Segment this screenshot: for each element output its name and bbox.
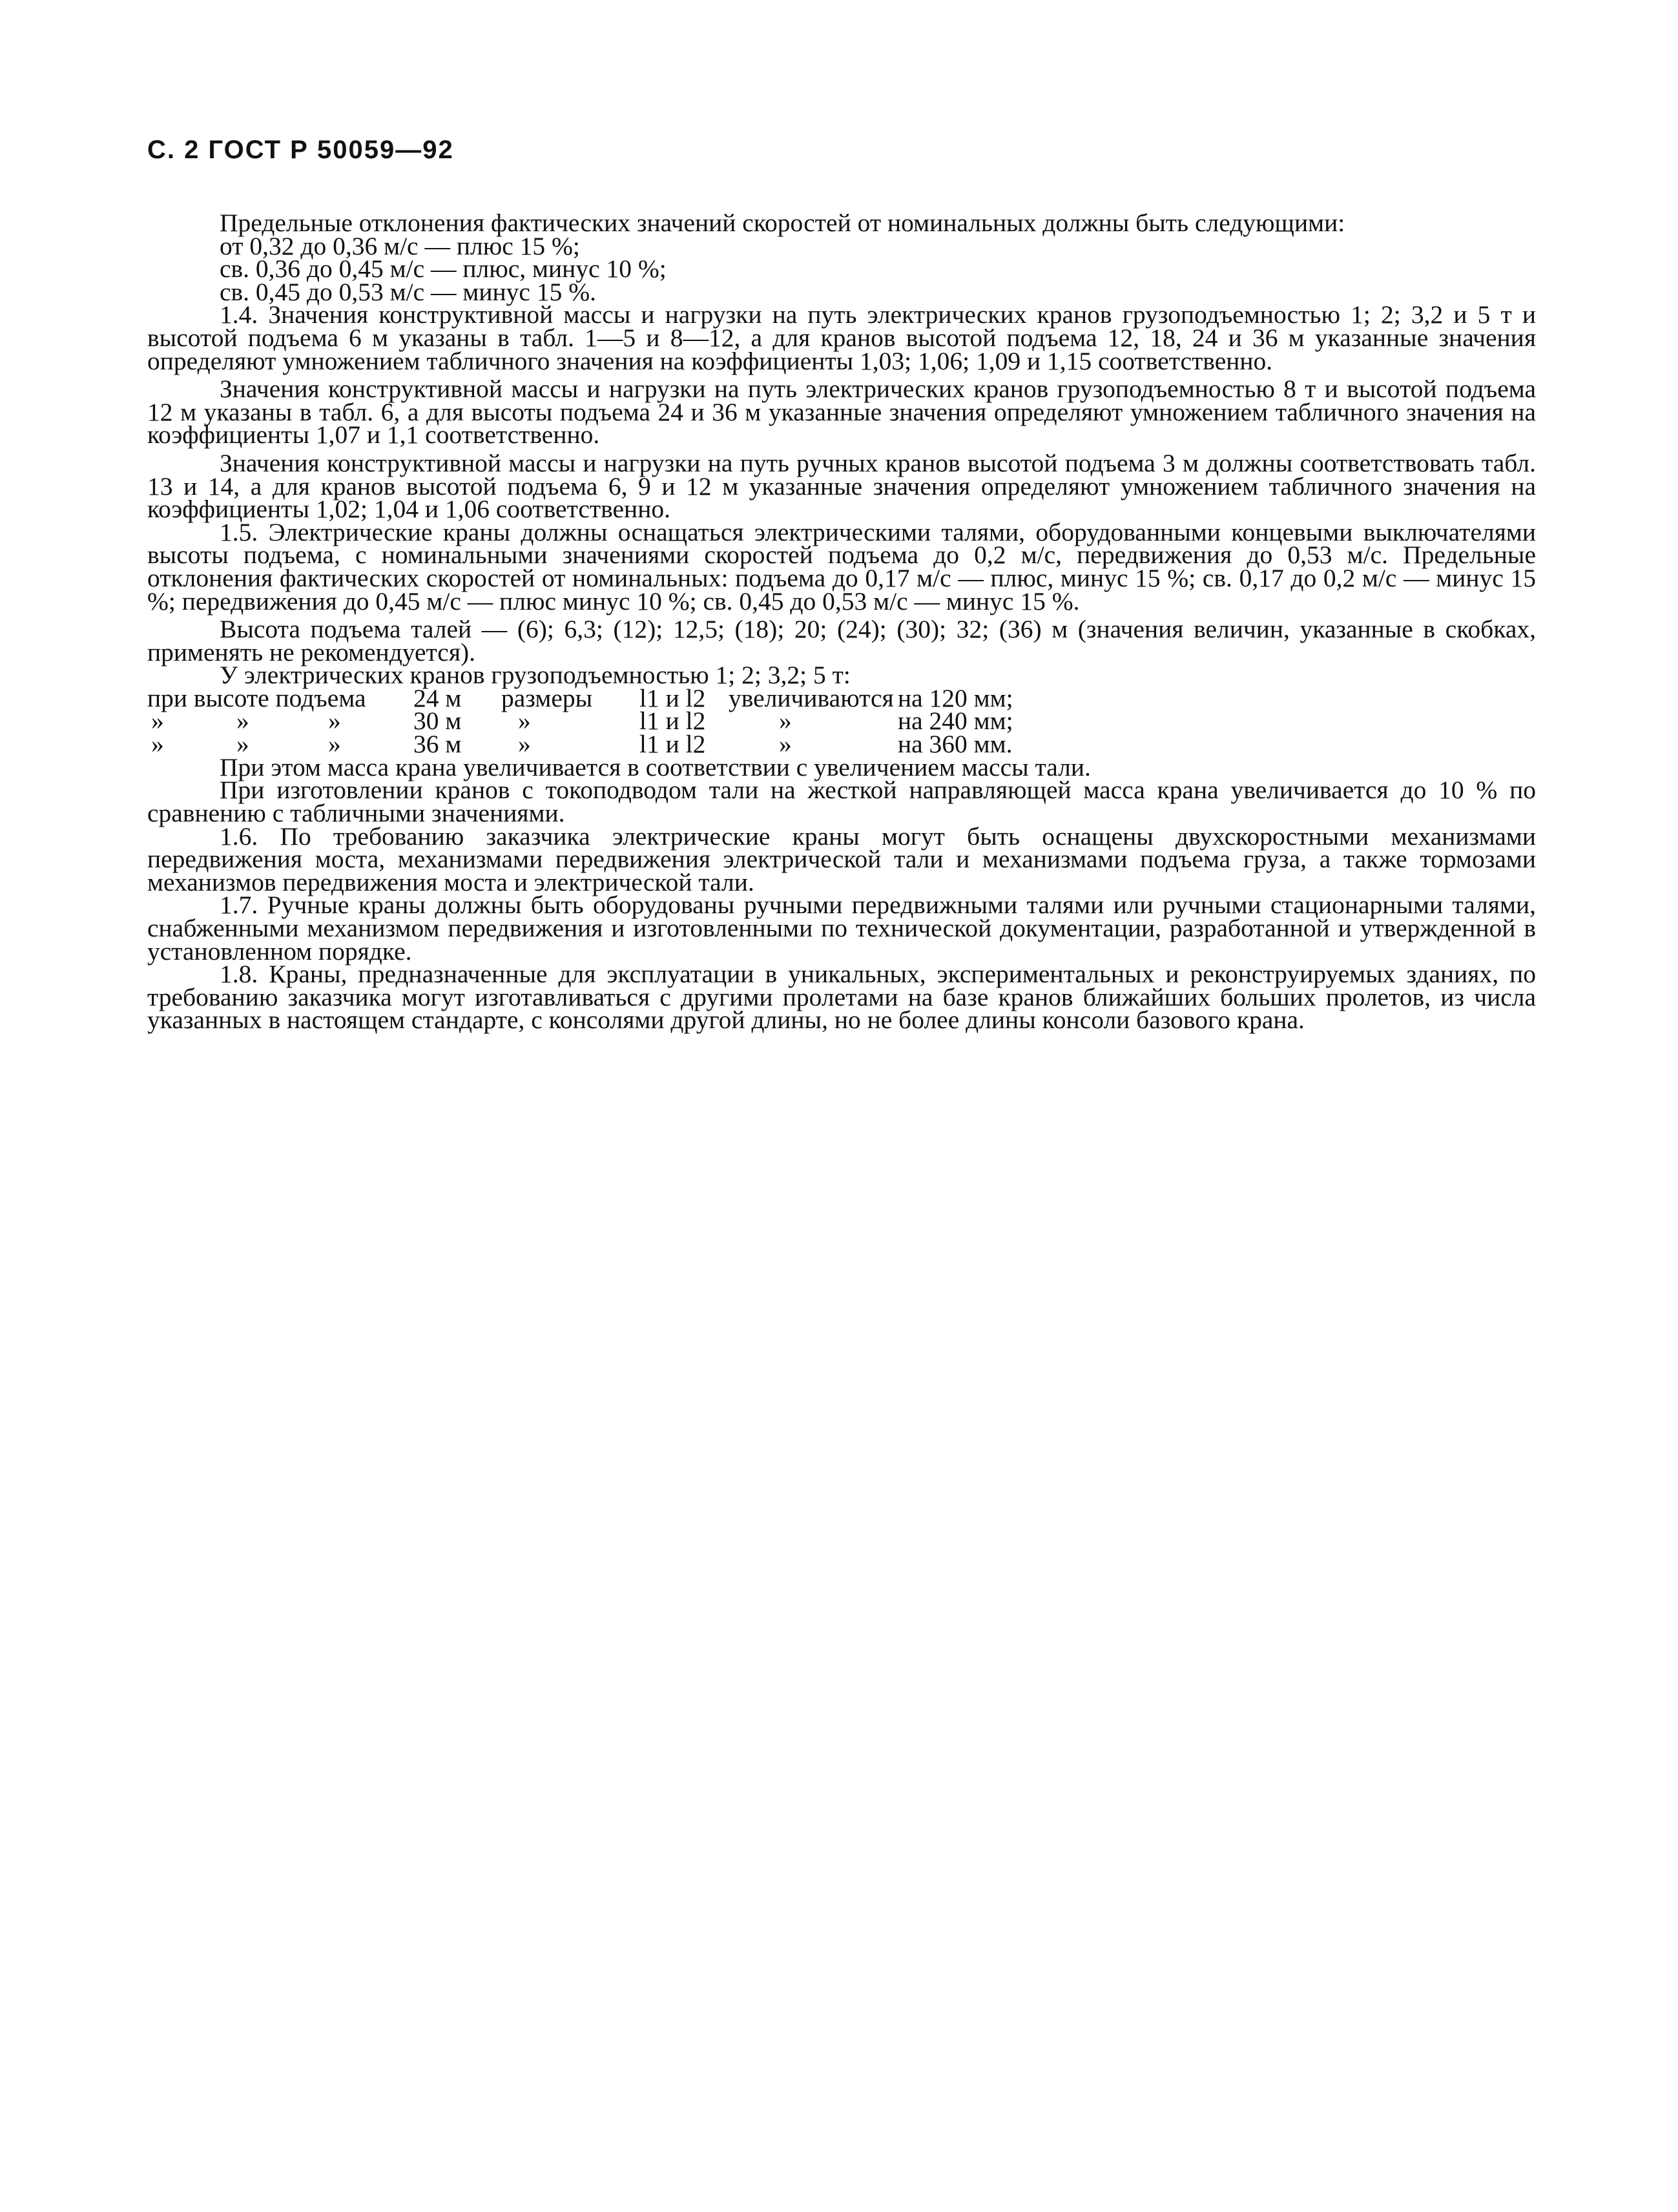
paragraph-crane-mass: При этом масса крана увеличивается в соответствии с увеличением массы тали. [220, 752, 1091, 781]
paragraph-hoist-height: Высота подъема талей — (6); 6,3; (12); 12,5; (18); 20; (24); (30); 32; (36) м (значения величин, указанные в скобках, применять не рекомендуется). [147, 615, 1536, 667]
list-item: при высоте подъема 24 м размеры l1 и l2 увеличиваются на 120 мм; [147, 683, 1013, 712]
paragraph-1-8: 1.8. Краны, предназначенные для эксплуатации в уникальных, экспериментальных и реконструируемых зданиях, по требованию заказчика могут изготавливаться с другими пролетами на базе кранов ближайших больших пролетов, из числа указанных в настоящем стандарте, с консолями другой длины, но не более длины консоли базового крана. [147, 960, 1536, 1035]
list-item: св. 0,45 до 0,53 м/с — минус 15 %. [220, 277, 596, 306]
list-item: от 0,32 до 0,36 м/с — плюс 15 %; [220, 231, 580, 260]
paragraph-1-4-8t: Значения конструктивной массы и нагрузки на путь электрических кранов грузоподъемностью 8 т и высотой подъема 12 м указаны в табл. 6, а для высоты подъема 24 и 36 м указанные значения определяют умножением табличного значения на коэффициенты 1,07 и 1,1 соответственно. [147, 375, 1536, 450]
paragraph-1-5: 1.5. Электрические краны должны оснащаться электрическими талями, оборудованными концевыми выключателями высоты подъема, с номинальными значениями скоростей подъема до 0,2 м/с, передвижения до 0,53 м/с. Предельные отклонения фактических скоростей от номинальных: подъема до 0,17 м/с — плюс, минус 15 %; св. 0,17 до 0,2 м/с — минус 15 %; передвижения до 0,45 м/с — плюс минус 10 %; св. 0,45 до 0,53 м/с — минус 15 %. [147, 517, 1536, 615]
list-item: св. 0,36 до 0,45 м/с — плюс, минус 10 %; [220, 254, 667, 284]
paragraph-1-7: 1.7. Ручные краны должны быть оборудованы ручными передвижными талями или ручными стационарными талями, снабженными механизмом передвижения и изготовленными по технической документации, разработанной и утвержденной в установленном порядке. [147, 891, 1536, 966]
paragraph-speed-deviations: Предельные отклонения фактических значений скоростей от номинальных должны быть следующими: [220, 209, 1345, 237]
list-item: » » » 36 м » l1 и l2 » на 360 мм. [151, 730, 1013, 759]
paragraph-1-4: 1.4. Значения конструктивной массы и нагрузки на путь электрических кранов грузоподъемностью 1; 2; 3,2 и 5 т и высотой подъема 6 м указаны в табл. 1—5 и 8—12, а для кранов высотой подъема 12, 18, 24 и 36 м указанные значения определяют умножением табличного значения на коэффициенты 1,03; 1,06; 1,09 и 1,15 соответственно. [147, 300, 1536, 375]
paragraph-current-lead: При изготовлении кранов с токоподводом тали на жесткой направляющей масса крана увеличивается до 10 % по сравнению с табличными значениями. [147, 776, 1536, 828]
paragraph-capacity: У электрических кранов грузоподъемностью 1; 2; 3,2; 5 т: [220, 661, 851, 690]
height-increase-list [147, 683, 1536, 759]
paragraph-1-6: 1.6. По требованию заказчика электрические краны могут быть оснащены двухскоростными механизмами передвижения моста, механизмами передвижения электрической тали и механизмами подъема груза, а также тормозами механизмов передвижения моста и электрической тали. [147, 822, 1536, 896]
list-item: » » » 30 м » l1 и l2 » на 240 мм; [151, 707, 1013, 736]
document-body [147, 209, 1536, 1035]
paragraph-1-4-manual: Значения конструктивной массы и нагрузки на путь ручных кранов высотой подъема 3 м должны соответствовать табл. 13 и 14, а для кранов высотой подъема 6, 9 и 12 м указанные значения определяют умножением табличного значения на коэффициенты 1,02; 1,04 и 1,06 соответственно. [147, 448, 1536, 524]
page-header: С. 2 ГОСТ Р 50059—92 [147, 136, 454, 164]
